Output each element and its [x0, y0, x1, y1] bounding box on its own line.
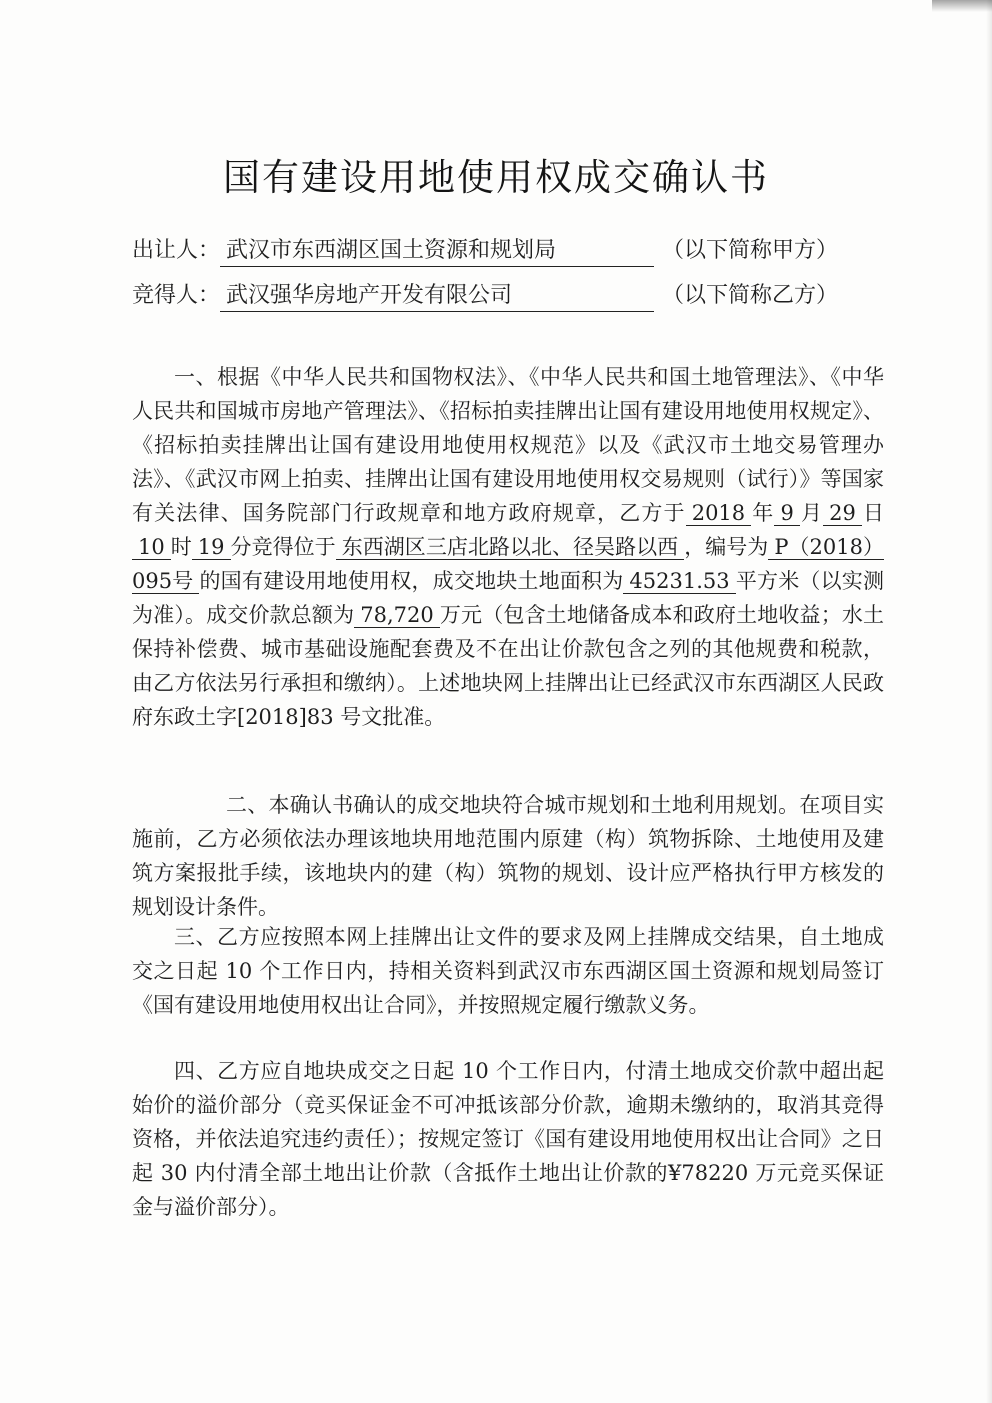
clause-1-text: 分竞得位于: [230, 535, 336, 559]
parcel-number: P（2018）095号: [132, 535, 885, 593]
bidder-value: 武汉强华房地产开发有限公司: [220, 281, 654, 312]
parcel-location: 东西湖区三店北路以北、径吴路以西: [336, 535, 685, 560]
clause-1-text: 的国有建设用地使用权，成交地块土地面积为: [199, 569, 624, 593]
clause-1: [132, 360, 884, 734]
scan-corner-shadow: [932, 0, 992, 12]
assignor-value: 武汉市东西湖区国土资源和规划局: [220, 236, 654, 267]
clause-1-text: 日: [861, 501, 885, 525]
bidder-label: 竞得人：: [132, 283, 221, 308]
deal-month: 9: [774, 501, 799, 526]
clause-1-text: 一、根据《中华人民共和国物权法》、《中华人民共和国土地管理法》、《中华人民共和国城市房地产管理法》、《招标拍卖挂牌出让国有建设用地使用权规定》、《招标拍卖挂牌出让国有建设用地使用权规范》以及《武汉市土地交易管理办法》、《武汉市网上拍卖、挂牌出让国有建设用地使用权交易规则（试行）》等国家有关法律、国务院部门行政规章和地方政府规章，乙方于: [132, 365, 884, 525]
clause-1-text: 平方米（以实测为准）。成交价款总额为: [132, 569, 885, 627]
parcel-area: 45231.53: [623, 569, 735, 594]
clause-1-text: 时: [170, 535, 192, 559]
clause-1-text: ，编号为: [684, 535, 769, 559]
clause-1-text: 万元（包含土地储备成本和政府土地收益；水土保持补偿费、城市基础设施配套费及不在出让价款包含之列的其他规费和税款，由乙方依法另行承担和缴纳）。上述地块网上挂牌出让已经武汉市东西湖区人民政府东政土字[2018]83 号文批准。: [132, 603, 885, 729]
assignor-suffix: （以下简称甲方）: [662, 238, 839, 263]
assignor-line: [132, 236, 838, 267]
bidder-suffix: （以下简称乙方）: [662, 283, 839, 308]
deal-minute: 19: [192, 535, 231, 560]
deal-day: 29: [823, 501, 862, 526]
clause-2: 二、本确认书确认的成交地块符合城市规划和土地利用规划。在项目实施前，乙方必须依法办理该地块用地范围内原建（构）筑物拆除、土地使用及建筑方案报批手续，该地块内的建（构）筑物的规划、设计应严格执行甲方核发的规划设计条件。: [132, 793, 884, 919]
bidder-line: [132, 281, 838, 312]
scan-edge-shadow: [986, 0, 992, 1403]
deal-year: 2018: [686, 501, 751, 526]
assignor-label: 出让人：: [132, 238, 221, 263]
document-title: 国有建设用地使用权成交确认书: [223, 156, 769, 199]
deal-hour: 10: [132, 535, 171, 560]
deal-price: 78,720: [354, 603, 439, 628]
clause-4: 四、乙方应自地块成交之日起 10 个工作日内，付清土地成交价款中超出起始价的溢价部分（竞买保证金不可冲抵该部分价款，逾期未缴纳的，取消其竞得资格，并依法追究违约责任）；按规定签订《国有建设用地使用权出让合同》之日起 30 内付清全部土地出让价款（含抵作土地出让价款的¥78220 万元竞买保证金与溢价部分）。: [132, 1059, 884, 1219]
clause-3: 三、乙方应按照本网上挂牌出让文件的要求及网上挂牌成交结果，自土地成交之日起 10 个工作日内，持相关资料到武汉市东西湖区国土资源和规划局签订《国有建设用地使用权出让合同》，并按照规定履行缴款义务。: [132, 925, 884, 1017]
clause-1-text: 月: [799, 501, 824, 525]
clause-1-text: 年: [751, 501, 775, 525]
